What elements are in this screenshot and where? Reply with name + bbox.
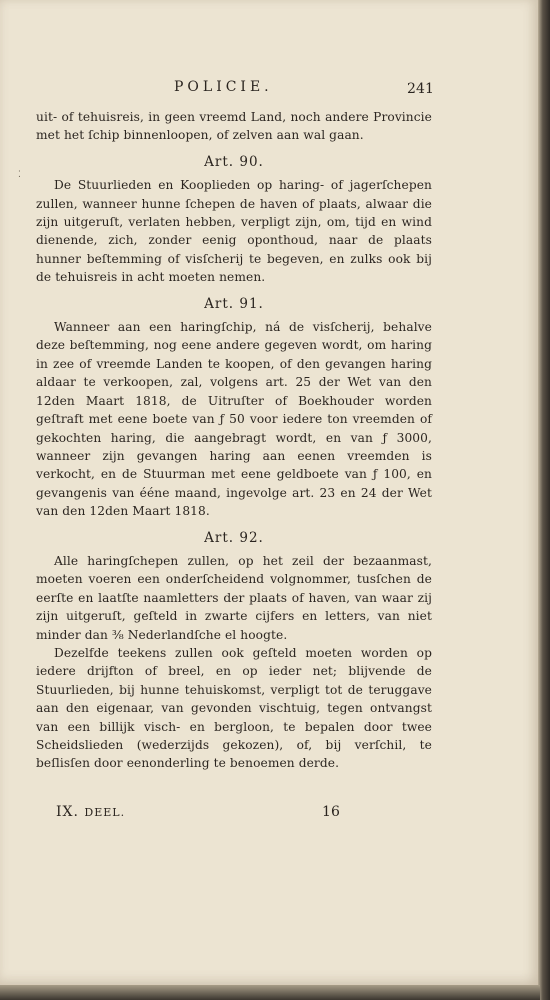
- article-paragraph: Wanneer aan een haringſchip, ná de visſcherij, behalve deze beſtemming, nog eene andere gegeven wordt, om haring in zee of vreemde Landen te koopen, of den gevangen haring aldaar te verkoopen, zal, volgens art. 25 der Wet van den 12den Maart 1818, de Uitruſter of Boekhouder worden geſtraft met eene boete van ƒ 50 voor iedere ton vreemden of gekochten haring, die aangebragt wordt, en van ƒ 3000, wanneer zijn gevangen haring aan eenen vreemden is verkocht, en de Stuurman met eene geldboete van ƒ 100, en gevangenis van ééne maand, ingevolge art. 23 en 24 der Wet van den 12den Maart 1818.: [36, 320, 432, 519]
- article-paragraph: De Stuurlieden en Kooplieden op haring- of jagerſchepen zullen, wanneer hunne ſchepen de haven of plaats, alwaar die zijn uitgeruſt, verlaten hebben, verpligt zijn, om, tijd en wind dienende, zich, zonder eenig oponthoud, naar de plaats hunner beſtemming of visſcherij te begeven, en zulks ook bij de tehuisreis in acht moeten nemen.: [36, 178, 432, 285]
- signature-mark: [56, 803, 125, 822]
- gathering-folio: 16: [322, 803, 341, 820]
- article-paragraph: Dezelfde teekens zullen ook geſteld moeten worden op iedere drijfton of breel, en op ieder net; blijvende de Stuurlieden, bij hunne tehuiskomst, verpligt tot de teruggave aan den eigenaar, van gevonden vischtuig, tegen ontvangst van een billijk visch- en bergloon, te bepalen door twee Scheidslieden (wederzijds gekozen), of, bij verſchil, te beſlisſen door eenonderling te benoemen derde.: [36, 645, 432, 771]
- continuation-paragraph: uit- of tehuisreis, in geen vreemd Land, noch andere Provincie met het ſchip binnenloopen, of zelven aan wal gaan.: [36, 110, 432, 143]
- page-text-block: [36, 78, 432, 823]
- page-number: 241: [406, 81, 434, 97]
- signature-number: IX.: [56, 803, 79, 820]
- article-paragraph: Alle haringſchepen zullen, op het zeil der bezaanmast, moeten voeren een onderſcheidend volgnommer, tusſchen de eerſte en laatſte naamletters der plaats of haven, van waar zij zijn uitgeruſt, geſteld in zwarte cijfers en letters, van niet minder dan ⅜ Nederlandſche el hoogte.: [36, 553, 432, 642]
- page-footer: [36, 803, 432, 823]
- running-head: POLICIE.: [174, 79, 273, 95]
- article-91: [36, 295, 432, 521]
- article-heading: Art. 90.: [204, 153, 264, 170]
- signature-word: DEEL.: [84, 805, 126, 819]
- article-92: [36, 529, 432, 773]
- article-90: [36, 153, 432, 287]
- page-header: [36, 78, 432, 100]
- page-edge-bottom: [0, 985, 540, 1000]
- article-heading: Art. 92.: [204, 529, 264, 546]
- article-heading: Art. 91.: [204, 295, 264, 312]
- page-edge-right: [538, 0, 550, 1000]
- ink-speck: ⁚: [18, 170, 21, 180]
